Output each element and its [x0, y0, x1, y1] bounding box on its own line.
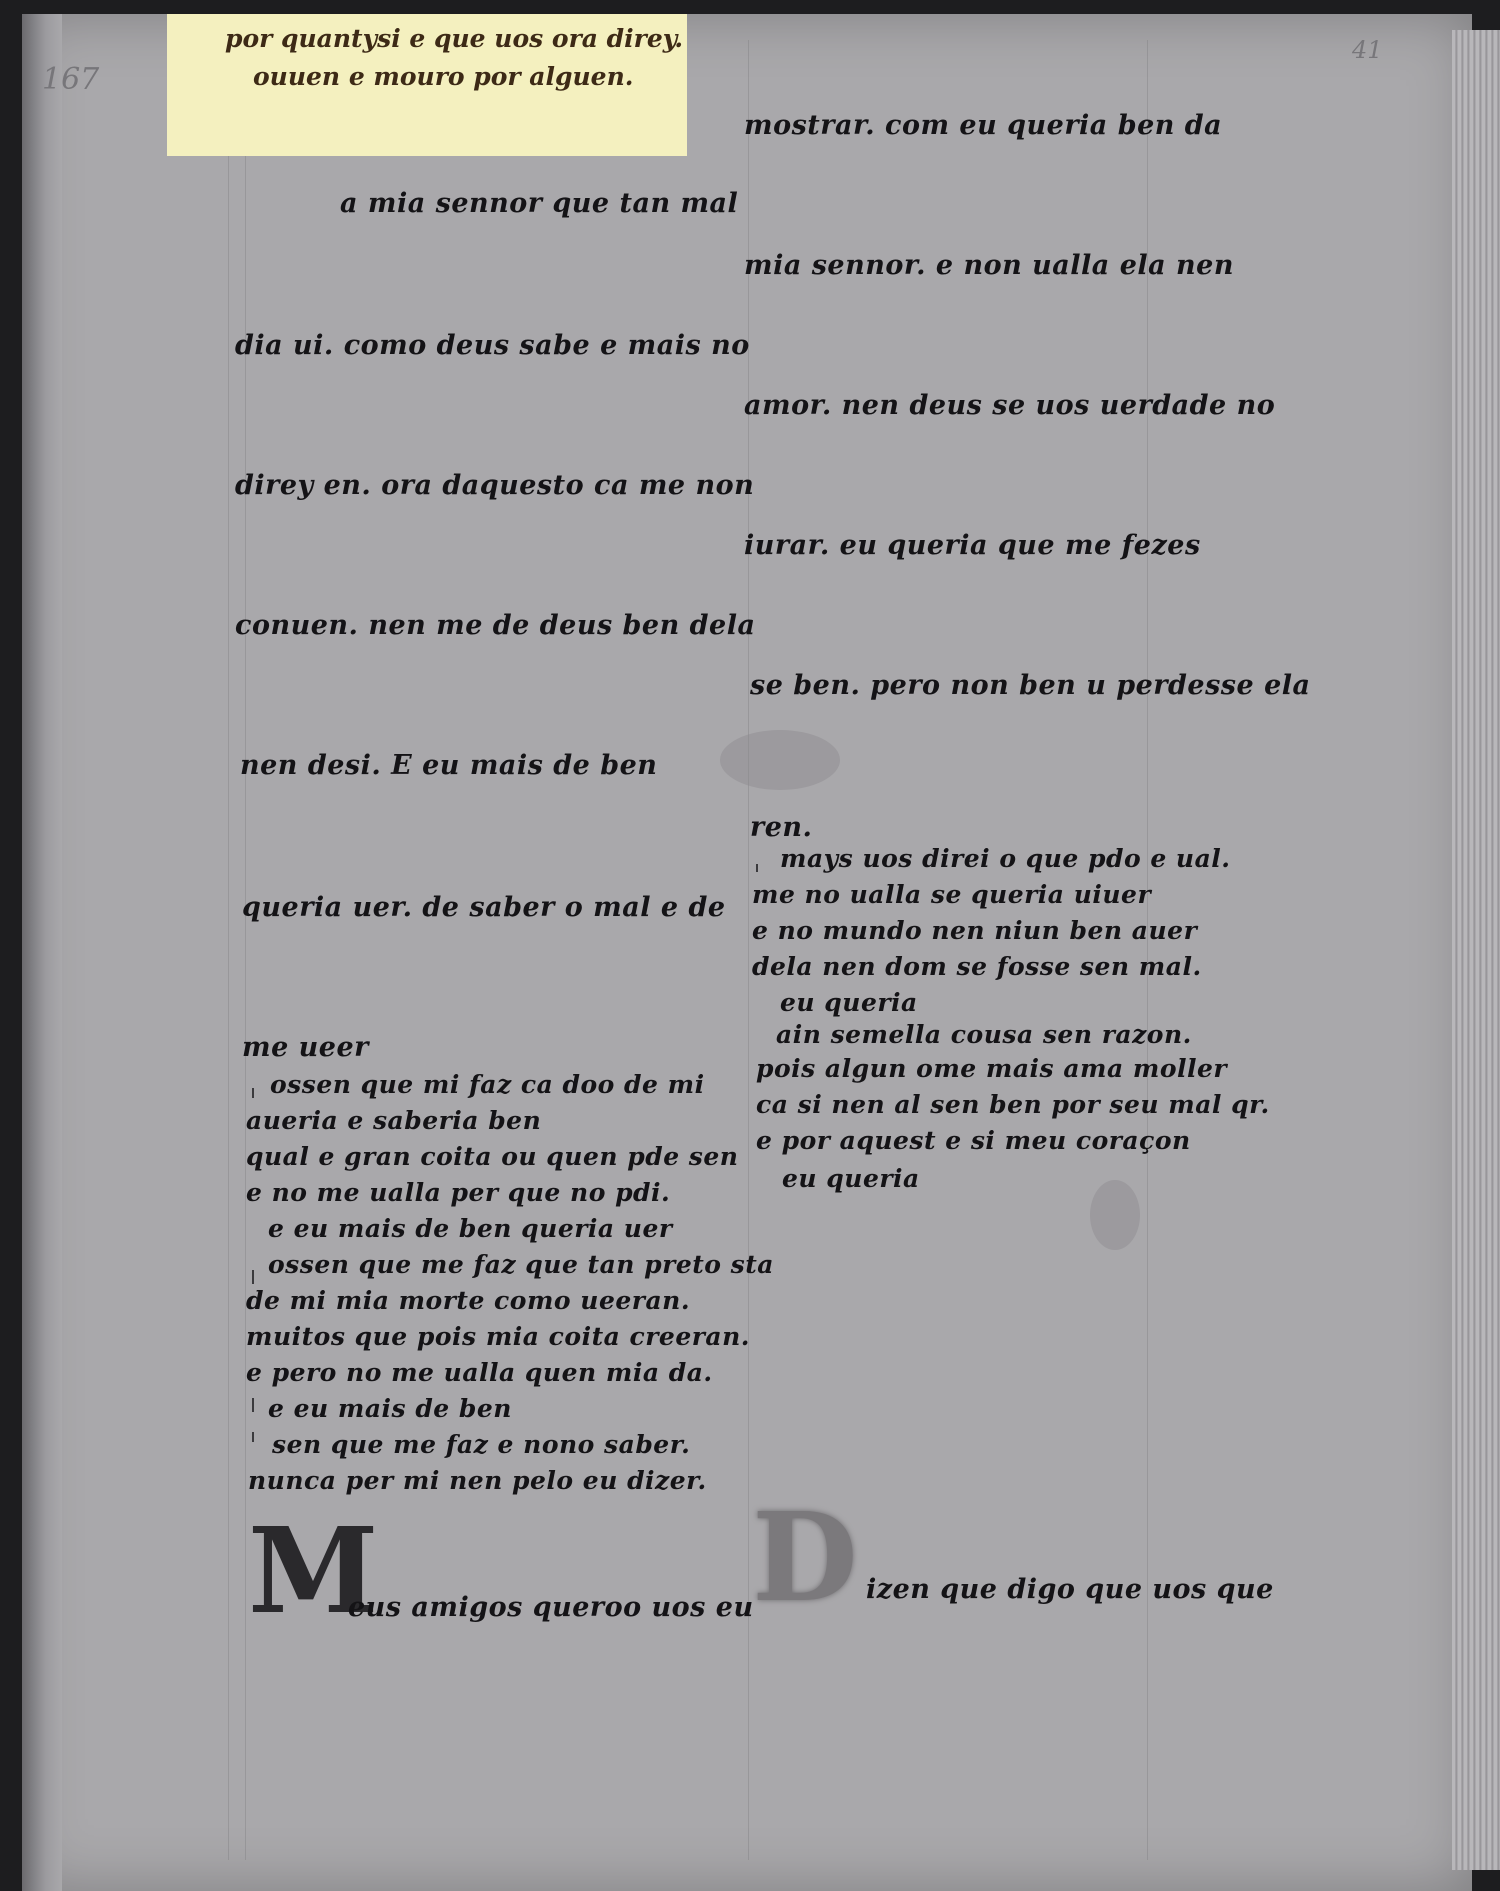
verse-line: ain semella cousa sen razon. — [776, 1020, 1192, 1049]
verse-line: me no ualla se queria uiuer — [752, 880, 1152, 909]
verse-line: eu queria — [780, 988, 918, 1017]
decorated-initial-d: D — [752, 1485, 858, 1629]
staff-text-line: ren. — [750, 812, 813, 843]
ruling-line — [748, 40, 749, 1860]
staff-text-line: queria uer. de saber o mal e de — [242, 892, 726, 923]
verse-line: dela nen dom se fosse sen mal. — [752, 952, 1202, 981]
incipit-line: eus amigos queroo uos eu — [348, 1592, 754, 1623]
ink-bleed-smudge — [1090, 1180, 1140, 1250]
staff-text-line: conuen. nen me de deus ben dela — [235, 610, 756, 641]
highlighted-excerpt — [167, 14, 687, 156]
incipit-line: izen que digo que uos que — [866, 1574, 1274, 1605]
staff-text-line: iurar. eu queria que me fezes — [744, 530, 1201, 561]
ruling-line — [245, 40, 246, 1860]
verse-line: mays uos direi o que pdo e ual. — [780, 844, 1231, 873]
verse-line: sen que me faz e nono saber. — [272, 1430, 691, 1459]
verse-line: qual e gran coita ou quen pde sen — [246, 1142, 739, 1171]
paragraph-mark — [252, 1432, 254, 1442]
staff-text-line: mia sennor. e non ualla ela nen — [744, 250, 1234, 281]
verse-line: muitos que pois mia coita creeran. — [246, 1322, 750, 1351]
verse-line: ca si nen al sen ben por seu mal qr. — [756, 1090, 1270, 1119]
staff-text-line: me ueer — [242, 1032, 369, 1063]
highlight-line-1: por quantysi e que uos ora direy. — [225, 24, 684, 53]
verse-line: e por aquest e si meu coraçon — [756, 1126, 1191, 1155]
verse-line: e no mundo nen niun ben auer — [752, 916, 1198, 945]
verse-line: e eu mais de ben — [268, 1394, 512, 1423]
verse-line: ossen que mi faz ca doo de mi — [270, 1070, 705, 1099]
staff-text-line: amor. nen deus se uos uerdade no — [744, 390, 1276, 421]
verse-line: de mi mia morte como ueeran. — [246, 1286, 691, 1315]
verse-line: pois algun ome mais ama moller — [756, 1054, 1228, 1083]
paragraph-mark — [252, 1088, 254, 1098]
paragraph-mark — [252, 1270, 254, 1284]
highlight-line-2: ouuen e mouro por alguen. — [253, 62, 634, 91]
verse-line: eu queria — [782, 1164, 920, 1193]
decorated-initial-m: M — [248, 1501, 379, 1640]
staff-text-line: se ben. pero non ben u perdesse ela — [750, 670, 1311, 701]
staff-text-line: a mia sennor que tan mal — [340, 188, 739, 219]
staff-text-line: dia ui. como deus sabe e mais no — [235, 330, 750, 361]
verse-line: nunca per mi nen pelo eu dizer. — [248, 1466, 707, 1495]
folio-number-right: 41 — [1352, 36, 1383, 64]
staff-text-line: direy en. ora daquesto ca me non — [235, 470, 755, 501]
paragraph-mark — [252, 1398, 254, 1412]
verse-line: aueria e saberia ben — [246, 1106, 542, 1135]
staff-text-line: mostrar. com eu queria ben da — [744, 110, 1223, 141]
ink-bleed-smudge — [720, 730, 840, 790]
verse-line: e no me ualla per que no pdi. — [246, 1178, 671, 1207]
verse-line: ossen que me faz que tan preto sta — [268, 1250, 774, 1279]
fore-edge-page-stack — [1452, 30, 1500, 1870]
verse-line: e eu mais de ben queria uer — [268, 1214, 673, 1243]
binding-gutter — [22, 14, 62, 1891]
verse-line: e pero no me ualla quen mia da. — [246, 1358, 713, 1387]
staff-text-line: nen desi. E eu mais de ben — [240, 750, 658, 781]
ruling-line — [228, 40, 229, 1860]
folio-number-left: 167 — [42, 62, 100, 97]
paragraph-mark — [756, 864, 758, 872]
